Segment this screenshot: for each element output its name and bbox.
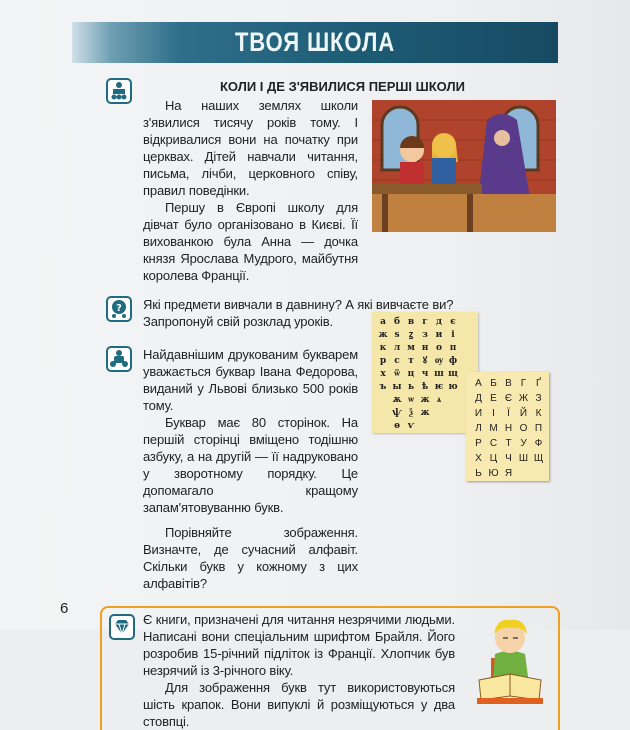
old-letter: а <box>380 317 386 327</box>
old-letter: щ <box>448 369 458 379</box>
modern-letter: Г <box>520 378 527 389</box>
modern-letter: Ц <box>489 453 498 464</box>
paragraph: Буквар має 80 сторінок. На першій сторінці вміщено тодішню азбуку, а на другій — її надруковано у зворотному порядку. Це допомагало кращому запам'ятовуванню букв. <box>143 415 358 515</box>
old-letter <box>376 407 390 419</box>
old-letter: ш <box>434 369 444 379</box>
old-letter: м <box>407 343 415 353</box>
reading-icon <box>106 78 132 104</box>
modern-letter: Ш <box>518 453 529 464</box>
modern-letter: К <box>535 408 542 419</box>
old-letter <box>446 420 460 432</box>
old-letter: г <box>422 317 428 327</box>
title-banner <box>72 22 558 63</box>
old-letter: ю <box>448 382 458 392</box>
old-letter <box>446 407 460 419</box>
old-letter <box>446 394 460 406</box>
old-letter: ф <box>448 356 458 366</box>
modern-letter: Ґ <box>536 378 541 389</box>
old-letter: ѵ <box>407 421 415 431</box>
modern-letter: Ф <box>534 438 543 449</box>
boy-reading-illustration <box>477 614 543 730</box>
section-heading: КОЛИ І ДЕ З'ЯВИЛИСЯ ПЕРШІ ШКОЛИ <box>220 79 465 94</box>
section1 <box>106 78 358 284</box>
modern-letter: Я <box>504 468 513 479</box>
question-text: Які предмети вивчали в давнину? А які вивчаєте ви? Запропонуй свій розклад уроків. <box>143 297 454 329</box>
modern-letter: У <box>520 438 527 449</box>
old-letter: і <box>451 330 455 340</box>
old-letter: б <box>393 317 400 327</box>
modern-letter: Д <box>475 393 482 404</box>
old-letter: ѧ <box>436 395 442 405</box>
old-letter: ѿ <box>394 369 400 379</box>
old-letter: п <box>449 343 457 353</box>
modern-letter: Й <box>519 408 528 419</box>
old-letter <box>376 420 390 432</box>
old-letter <box>432 420 446 432</box>
old-letter: ѹ <box>434 356 444 366</box>
old-letter <box>432 407 446 419</box>
modern-letter: В <box>505 378 512 389</box>
old-letter <box>418 420 432 432</box>
old-letter: н <box>421 343 429 353</box>
svg-text:?: ? <box>116 303 122 314</box>
diamond-icon <box>109 614 135 640</box>
old-letter <box>376 394 390 406</box>
old-letter: к <box>379 343 387 353</box>
fact-text <box>143 611 455 730</box>
modern-letter: А <box>475 378 482 389</box>
modern-letter: Є <box>504 393 513 404</box>
old-letter: ꙁ <box>408 330 414 340</box>
old-letter: в <box>407 317 415 327</box>
paragraph: Першу в Європі школу для дівчат було організовано в Києві. Її вихованкою була Анна — дочка князя Ярослава Мудрого, майбутня королева Франції. <box>143 200 358 283</box>
modern-letter: Ч <box>505 453 512 464</box>
modern-letter: Т <box>505 438 512 449</box>
page-number: 6 <box>60 600 69 617</box>
old-letter: о <box>435 343 442 353</box>
paragraph: Найдавнішим друкованим букварем уважається буквар Івана Федорова, виданий у Львові близько 500 років тому. <box>143 347 358 413</box>
modern-letter: Н <box>504 423 513 434</box>
old-letter: с <box>394 356 400 366</box>
old-letter: ѯ <box>409 408 413 418</box>
section2-text <box>143 346 358 592</box>
modern-letter: И <box>474 408 483 419</box>
old-letter: ѥ <box>434 382 444 392</box>
old-letter: ц <box>407 369 415 379</box>
old-letter: ъ <box>379 382 387 392</box>
page-title: ТВОЯ ШКОЛА <box>234 27 396 57</box>
old-letter: д <box>436 317 442 327</box>
section1-text <box>143 78 358 284</box>
old-letter: и <box>435 330 443 340</box>
modern-letter: Ї <box>507 408 510 419</box>
old-letter: ѡ <box>408 395 414 405</box>
old-letter: ь <box>407 382 415 392</box>
group-icon <box>106 346 132 372</box>
question-icon <box>106 296 132 322</box>
old-alphabet-grid <box>376 316 460 432</box>
modern-letter: О <box>519 423 528 434</box>
old-letter: ꙋ <box>422 356 428 366</box>
modern-letter: Е <box>490 393 497 404</box>
old-alphabet-card <box>372 312 478 433</box>
modern-letter: М <box>489 423 498 434</box>
modern-alphabet-card <box>466 372 549 481</box>
question-block <box>106 296 454 330</box>
old-letter: ж <box>378 330 388 340</box>
modern-letter: С <box>489 438 498 449</box>
old-letter: л <box>393 343 401 353</box>
modern-letter: Б <box>490 378 497 389</box>
old-letter: ж <box>420 395 430 405</box>
paragraph: На наших землях школи з'явилися тисячу років тому. І відкривалися вони на початку при церквах. Дітей навчали читання, письма, лічби, церковного співу, правил поведінки. <box>143 98 358 198</box>
old-letter: ж <box>420 408 430 418</box>
modern-letter: І <box>492 408 495 419</box>
old-letter: з <box>422 330 428 340</box>
old-letter: ч <box>421 369 429 379</box>
modern-letter: Ь <box>475 468 482 479</box>
modern-letter: Х <box>475 453 482 464</box>
modern-letter: Л <box>475 423 482 434</box>
medieval-classroom-illustration <box>372 100 556 232</box>
paragraph: Для зображення букв тут використовуються шість крапок. Вони випуклі й розміщуються у два стовпці. <box>143 680 455 729</box>
old-letter: ѳ <box>394 421 400 431</box>
old-letter: ѱ <box>392 408 402 418</box>
paragraph: Є книги, призначені для читання незрячими людьми. Написані вони спеціальним шрифтом Брайля. Його розробив 15-річний підліток із Франції. Хлопчик був незрячий із 3-річного віку. <box>143 612 455 678</box>
old-letter: р <box>379 356 387 366</box>
modern-letter: Щ <box>533 453 544 464</box>
old-letter: т <box>408 356 414 366</box>
paragraph: Порівняйте зображення. Визначте, де сучасний алфавіт. Скільки букв у кожному з цих алфавітів? <box>143 525 358 591</box>
old-letter: х <box>380 369 386 379</box>
modern-letter: З <box>535 393 542 404</box>
old-letter: ы <box>392 382 402 392</box>
old-letter: є <box>450 317 456 327</box>
modern-letter: Ю <box>488 468 499 479</box>
modern-alphabet-grid <box>471 376 546 481</box>
old-letter: ѣ <box>421 382 429 392</box>
modern-letter: Ж <box>518 393 529 404</box>
section2 <box>106 346 358 592</box>
main-column <box>106 78 455 730</box>
old-letter: ѕ <box>394 330 400 340</box>
modern-letter: П <box>534 423 543 434</box>
old-letter: ѫ <box>392 395 402 405</box>
modern-letter: Р <box>475 438 482 449</box>
fact-box <box>100 606 560 730</box>
